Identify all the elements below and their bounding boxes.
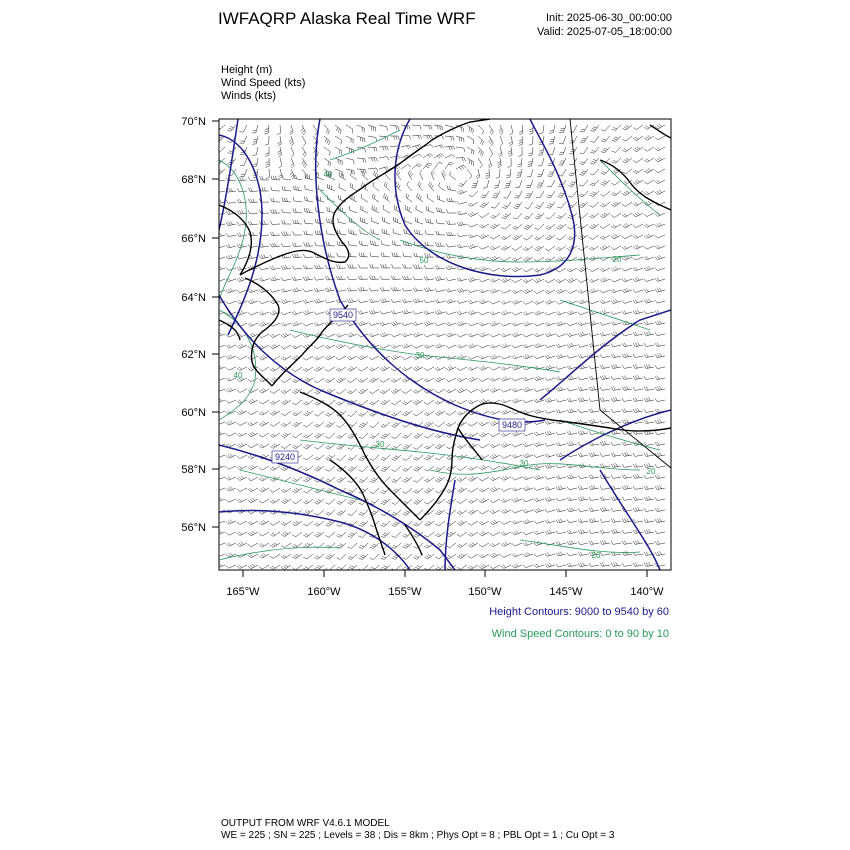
lon-tick-label: 155°W	[388, 586, 422, 598]
lat-tick-label: 68°N	[181, 174, 206, 186]
lon-tick-label: 165°W	[226, 586, 260, 598]
model-info-line2: WE = 225 ; SN = 225 ; Levels = 38 ; Dis = 8km ; Phys Opt = 8 ; PBL Opt = 1 ; Cu Opt = 3	[221, 830, 615, 841]
lat-tick-label: 58°N	[181, 464, 206, 476]
lon-tick-label: 140°W	[630, 586, 664, 598]
lat-tick-label: 60°N	[181, 407, 206, 419]
height-contour-label: 9540	[332, 310, 354, 320]
coastlines	[219, 119, 671, 555]
lon-tick-label: 145°W	[549, 586, 583, 598]
wind-speed-contour-label: 50	[419, 256, 429, 265]
wind-speed-contour-label: 20	[612, 255, 622, 264]
wind-speed-contour-label: 30	[415, 351, 425, 360]
wind-speed-contour-label: 20	[591, 551, 601, 560]
field-label-height: Height (m)	[221, 64, 273, 76]
height-contour-label-group	[272, 309, 525, 463]
wind-speed-contour-label: 40	[323, 170, 333, 179]
map-title: IWFAQRP Alaska Real Time WRF	[218, 9, 476, 28]
lon-tick-label: 160°W	[307, 586, 341, 598]
lat-tick-label: 70°N	[181, 116, 206, 128]
longitude-axis	[243, 570, 647, 577]
latitude-axis	[212, 121, 219, 527]
lat-tick-label: 66°N	[181, 233, 206, 245]
model-info-line1: OUTPUT FROM WRF V4.6.1 MODEL	[221, 818, 390, 829]
init-time: Init: 2025-06-30_00:00:00	[546, 12, 672, 24]
wind-speed-contour-label: 30	[519, 459, 529, 468]
field-label-wind-speed: Wind Speed (kts)	[221, 77, 306, 89]
wind-speed-contour-label: 40	[233, 371, 243, 380]
field-label-winds: Winds (kts)	[221, 90, 276, 102]
height-contour-label: 9240	[274, 452, 296, 462]
height-contours-legend: Height Contours: 9000 to 9540 by 60	[489, 606, 669, 618]
wind-barbs	[215, 124, 665, 570]
valid-time: Valid: 2025-07-05_18:00:00	[537, 26, 672, 38]
height-contour-label: 9480	[501, 420, 523, 430]
wind-speed-contours-legend: Wind Speed Contours: 0 to 90 by 10	[491, 628, 669, 640]
lat-tick-label: 64°N	[181, 292, 206, 304]
wind-speed-contour-label: 20	[646, 467, 656, 476]
wind-speed-contour-label: 30	[375, 440, 385, 449]
lat-tick-label: 56°N	[181, 522, 206, 534]
lat-tick-label: 62°N	[181, 349, 206, 361]
lon-tick-label: 150°W	[468, 586, 502, 598]
